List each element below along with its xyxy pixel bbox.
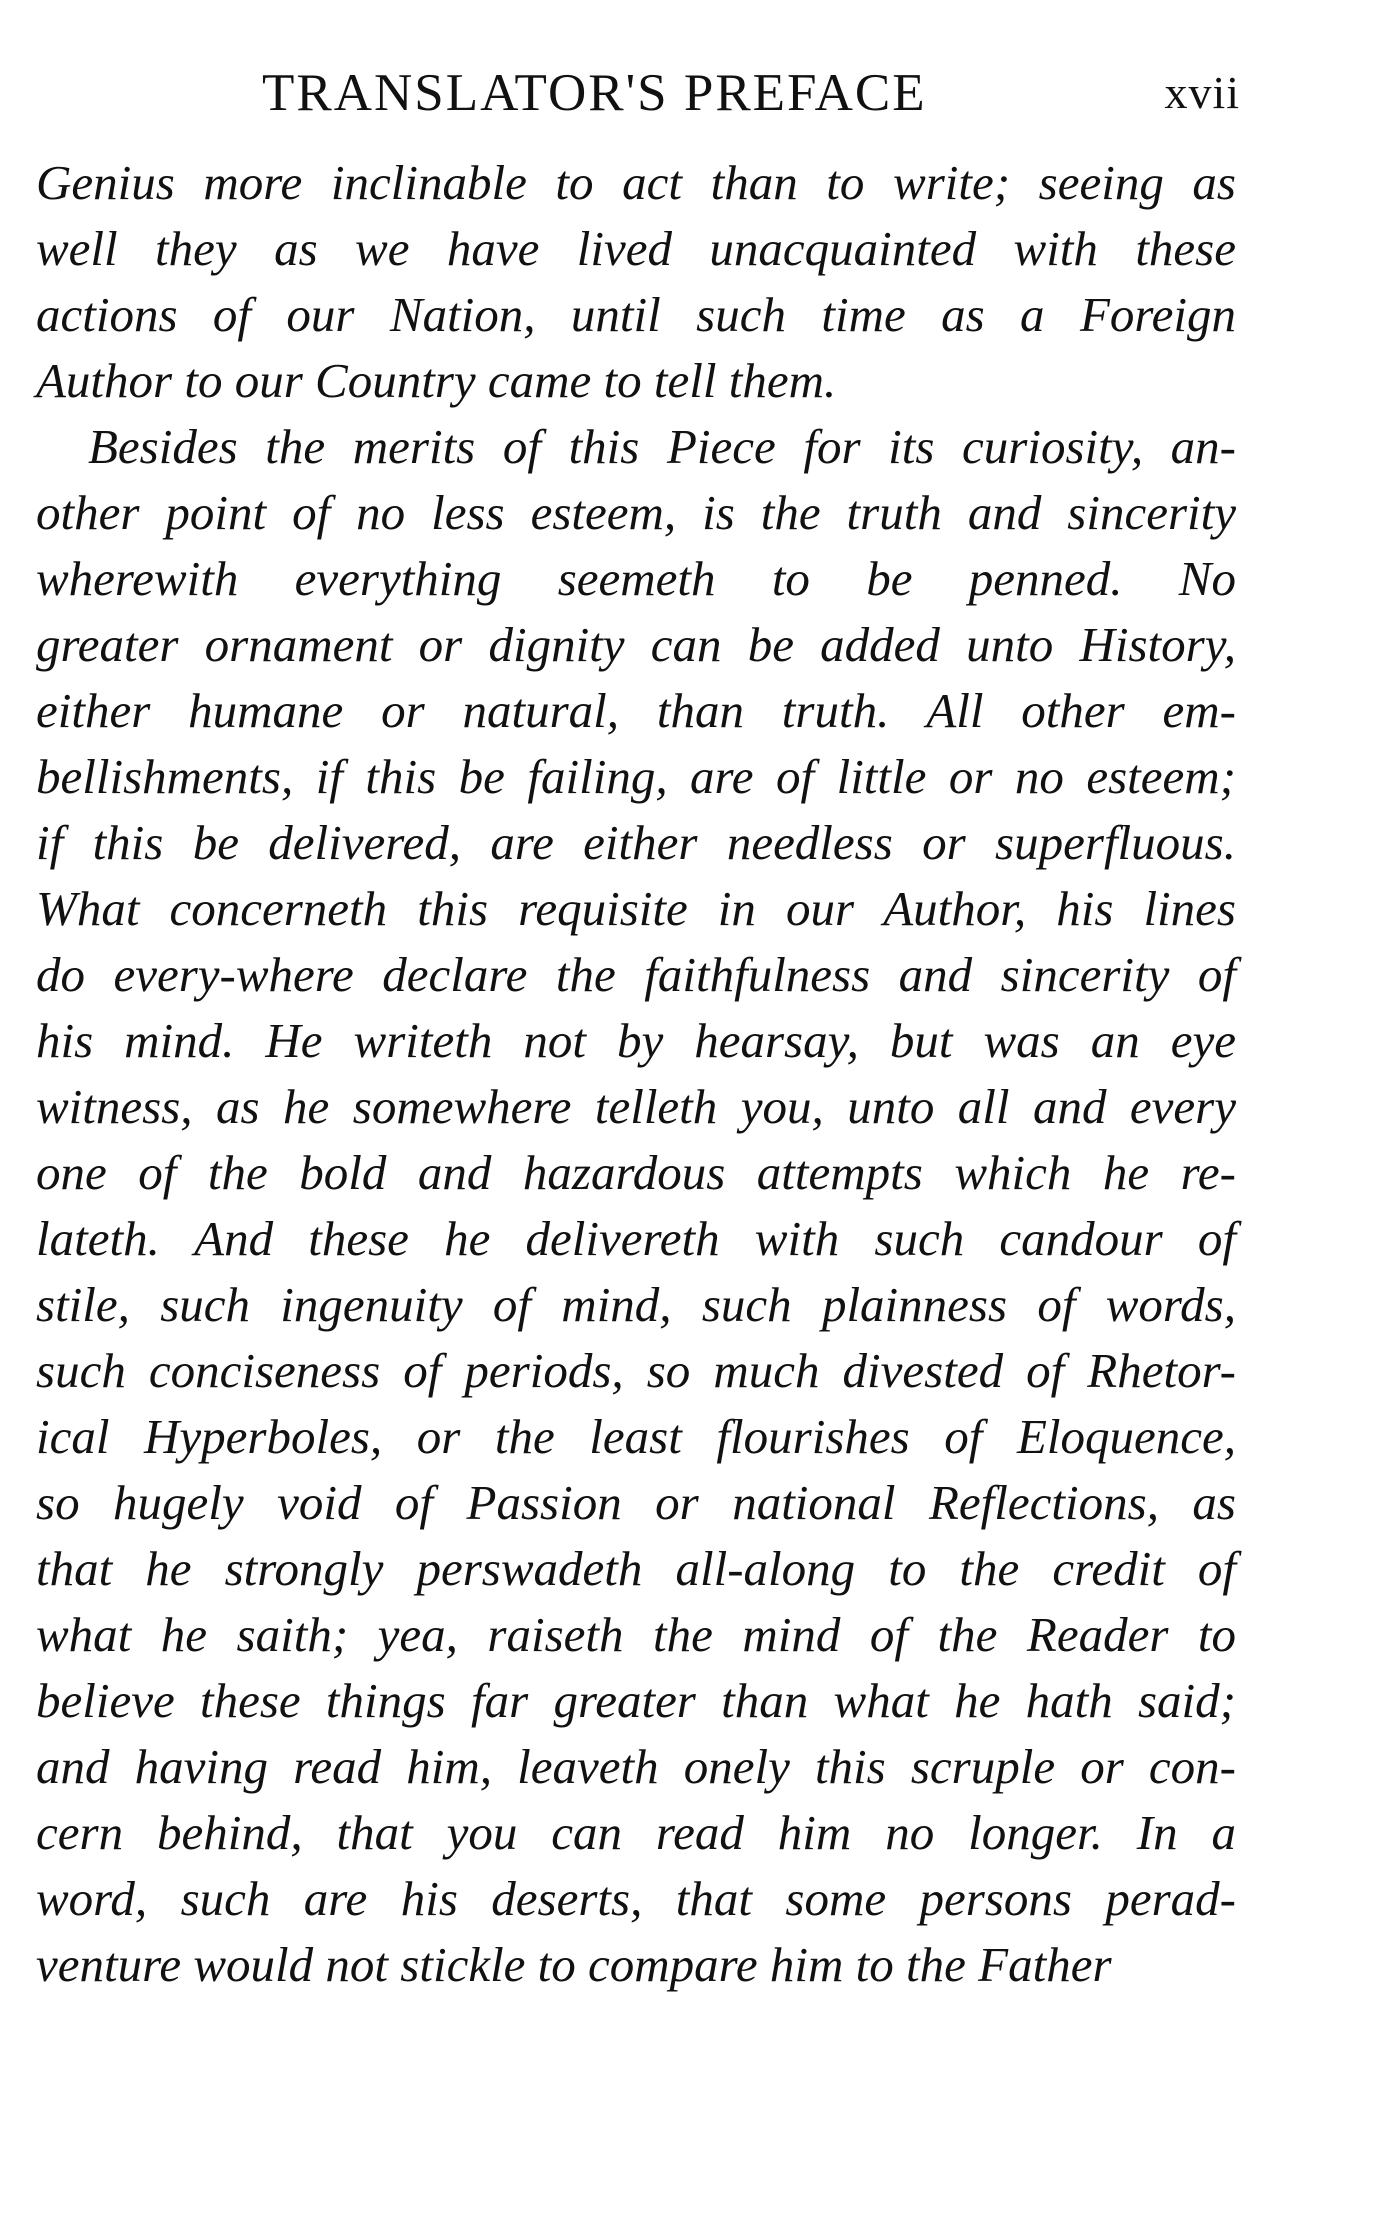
text-line: stile, such ingenuity of mind, such plainness of words, xyxy=(36,1277,1236,1332)
text-line: either humane or natural, than truth. All other em- xyxy=(36,683,1236,738)
text-line: wherewith everything seemeth to be penned. No xyxy=(36,551,1236,606)
text-line: so hugely void of Passion or national Reflections, as xyxy=(36,1475,1236,1530)
text-line: what he saith; yea, raiseth the mind of the Reader to xyxy=(36,1607,1236,1662)
text-line: do every-where declare the faithfulness and sincerity of xyxy=(36,947,1236,1002)
text-line: such conciseness of periods, so much divested of Rhetor- xyxy=(36,1343,1236,1398)
text-line: one of the bold and hazardous attempts which he re- xyxy=(36,1145,1236,1200)
text-line: ical Hyperboles, or the least flourishes of Eloquence, xyxy=(36,1409,1236,1464)
text-line: What concerneth this requisite in our Author, his lines xyxy=(36,881,1236,936)
text-line: bellishments, if this be failing, are of little or no esteem; xyxy=(36,749,1236,804)
text-line: and having read him, leaveth onely this scruple or con- xyxy=(36,1739,1236,1794)
text-line: his mind. He writeth not by hearsay, but was an eye xyxy=(36,1013,1236,1068)
text-line: that he strongly perswadeth all-along to the credit of xyxy=(36,1541,1236,1596)
text-line: Besides the merits of this Piece for its curiosity, an- xyxy=(88,419,1236,474)
text-line: cern behind, that you can read him no longer. In a xyxy=(36,1805,1236,1860)
text-line: lateth. And these he delivereth with such candour of xyxy=(36,1211,1236,1266)
text-line: Genius more inclinable to act than to write; seeing as xyxy=(36,155,1236,210)
text-line: believe these things far greater than what he hath said; xyxy=(36,1673,1236,1728)
text-line: actions of our Nation, until such time as a Foreign xyxy=(36,287,1236,342)
text-line: witness, as he somewhere telleth you, unto all and every xyxy=(36,1079,1236,1134)
text-line: if this be delivered, are either needless or superfluous. xyxy=(36,815,1236,870)
text-line: greater ornament or dignity can be added unto History, xyxy=(36,617,1236,672)
body-text xyxy=(36,150,1236,1998)
text-line: other point of no less esteem, is the truth and sincerity xyxy=(36,485,1236,540)
text-line: well they as we have lived unacquainted with these xyxy=(36,221,1236,276)
text-line: Author to our Country came to tell them. xyxy=(36,353,837,408)
page-header xyxy=(0,58,1378,128)
text-line: word, such are his deserts, that some persons perad- xyxy=(36,1871,1236,1926)
page-number: xvii xyxy=(1164,67,1240,118)
running-title: TRANSLATOR'S PREFACE xyxy=(262,64,927,122)
text-line: venture would not stickle to compare him to the Father xyxy=(36,1937,1112,1992)
